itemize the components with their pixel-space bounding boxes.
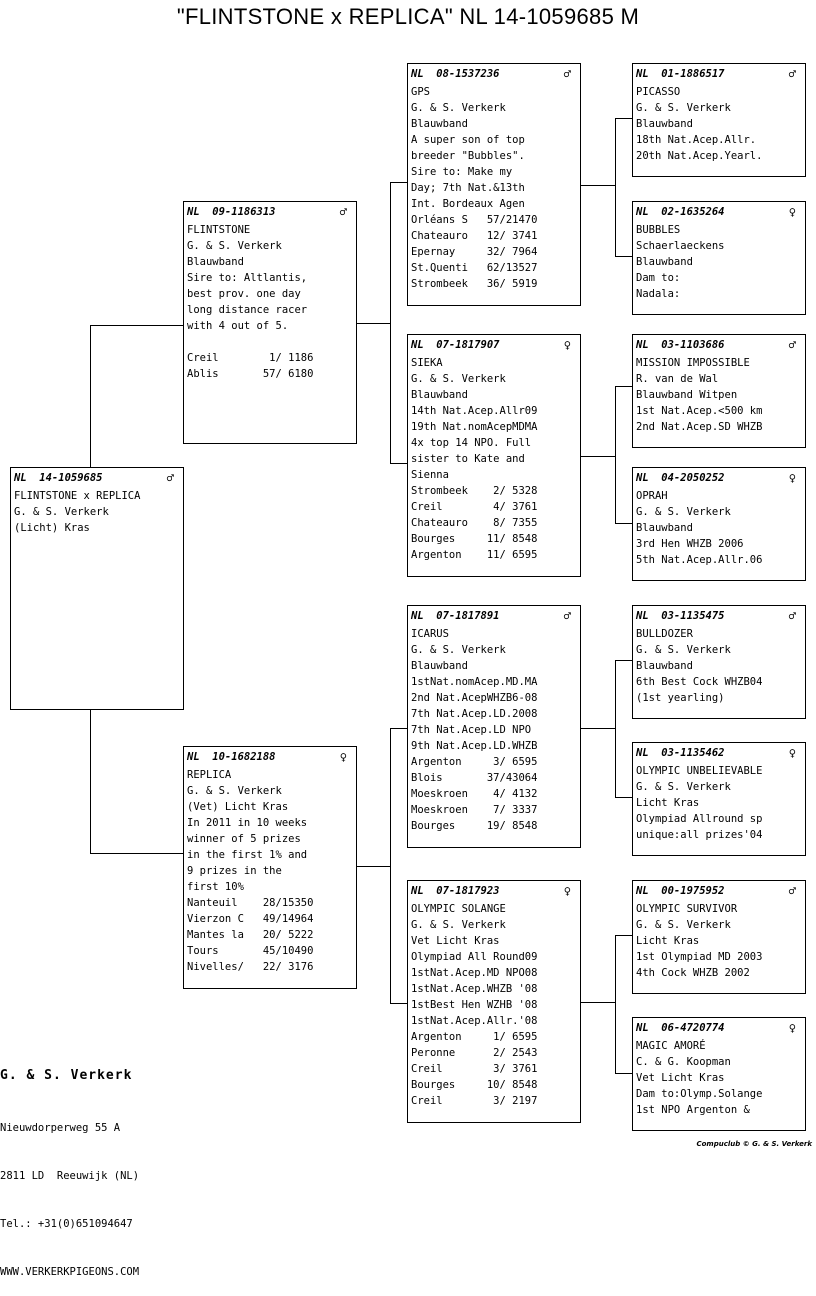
card-line: Dam to: [636, 272, 681, 284]
card-line: R. van de Wal [636, 373, 719, 385]
card-line: BUBBLES [636, 224, 681, 236]
card-line: 1stBest Hen WZHB '08 [411, 999, 538, 1011]
card-line: (Licht) Kras [14, 522, 90, 534]
connector [390, 728, 407, 729]
card-line: In 2011 in 10 weeks [187, 817, 308, 829]
card-line: Blauwband [636, 660, 693, 672]
owner-address: Nieuwdorperweg 55 A [0, 1122, 121, 1134]
card-line: MAGIC AMORÉ [636, 1040, 706, 1052]
card-line: Licht Kras [636, 935, 700, 947]
ddd-card[interactable] [632, 1017, 806, 1131]
card-line: Bourges 11/ 8548 [411, 533, 538, 545]
card-line: PICASSO [636, 86, 681, 98]
ring-text: NL 10-1682188 [187, 751, 276, 763]
card-line: OLYMPIC SURVIVOR [636, 903, 738, 915]
ring-number [636, 1020, 802, 1036]
card-line: 9th Nat.Acep.LD.WHZB [411, 740, 538, 752]
sss-card[interactable] [632, 63, 806, 177]
card-line: 1st Olympiad MD 2003 [636, 951, 763, 963]
ring-text: NL 14-1059685 [14, 472, 103, 484]
card-line: Creil 3/ 2197 [411, 1095, 538, 1107]
connector [90, 325, 183, 326]
dsd-card[interactable] [632, 742, 806, 856]
card-line: 1stNat.Acep.Allr.'08 [411, 1015, 538, 1027]
ring-text: NL 09-1186313 [187, 206, 276, 218]
card-line: Nivelles/ 22/ 3176 [187, 961, 314, 973]
card-line: Licht Kras [636, 797, 700, 809]
card-line: Creil 1/ 1186 [187, 352, 314, 364]
ring-number [411, 337, 577, 353]
card-line: Argenton 11/ 6595 [411, 549, 538, 561]
card-line: 1stNat.Acep.WHZB '08 [411, 983, 538, 995]
ring-text: NL 03-1135462 [636, 747, 725, 759]
card-line: with 4 out of 5. [187, 320, 289, 332]
ring-text: NL 07-1817891 [411, 610, 500, 622]
card-line: 2nd Nat.AcepWHZB6-08 [411, 692, 538, 704]
card-line: 3rd Hen WHZB 2006 [636, 538, 744, 550]
ring-text: NL 07-1817923 [411, 885, 500, 897]
card-line: sister to Kate and [411, 453, 525, 465]
card-line: Day; 7th Nat.&13th [411, 182, 525, 194]
ring-number [187, 749, 353, 765]
card-line: Creil 3/ 3761 [411, 1063, 538, 1075]
ring-number [636, 470, 802, 486]
connector [90, 853, 183, 854]
card-line: Tours 45/10490 [187, 945, 314, 957]
page-title: "FLINTSTONE x REPLICA" NL 14-1059685 M [176, 4, 640, 29]
card-line: Vet Licht Kras [411, 935, 500, 947]
ring-text: NL 07-1817907 [411, 339, 500, 351]
dam-dam-card[interactable] [407, 880, 581, 1123]
male-icon: ♂ [166, 471, 174, 485]
connector [390, 182, 391, 463]
ring-number [636, 337, 802, 353]
card-line: Argenton 1/ 6595 [411, 1031, 538, 1043]
sire-dam-card[interactable] [407, 334, 581, 577]
card-line: Chateauro 12/ 3741 [411, 230, 538, 242]
ring-text: NL 03-1103686 [636, 339, 725, 351]
card-line: 7th Nat.Acep.LD.2008 [411, 708, 538, 720]
card-line: G. & S. Verkerk [636, 644, 731, 656]
owner-block [0, 1036, 139, 1296]
card-line: Orléans S 57/21470 [411, 214, 538, 226]
sds-card[interactable] [632, 334, 806, 448]
connector [390, 1003, 407, 1004]
card-line: MISSION IMPOSSIBLE [636, 357, 750, 369]
connector [615, 118, 616, 256]
card-line: C. & G. Koopman [636, 1056, 731, 1068]
connector [615, 1073, 632, 1074]
ring-number [636, 745, 802, 761]
card-line: Sire to: Make my [411, 166, 513, 178]
card-line: A super son of top [411, 134, 525, 146]
card-line: G. & S. Verkerk [411, 644, 506, 656]
connector [615, 797, 632, 798]
female-icon: ♀ [563, 338, 571, 352]
card-line: Blauwband [411, 118, 468, 130]
connector [580, 456, 616, 457]
ring-number [636, 66, 802, 82]
ring-text: NL 08-1537236 [411, 68, 500, 80]
ring-number [14, 470, 180, 486]
ring-text: NL 04-2050252 [636, 472, 725, 484]
card-line: 14th Nat.Acep.Allr09 [411, 405, 538, 417]
card-line: G. & S. Verkerk [636, 102, 731, 114]
card-line: Sire to: Altlantis, [187, 272, 308, 284]
card-line: 4th Cock WHZB 2002 [636, 967, 750, 979]
card-line: Blois 37/43064 [411, 772, 538, 784]
card-line: 20th Nat.Acep.Yearl. [636, 150, 763, 162]
card-line: Peronne 2/ 2543 [411, 1047, 538, 1059]
ring-number [411, 66, 577, 82]
card-line: ICARUS [411, 628, 449, 640]
female-icon: ♀ [788, 471, 796, 485]
connector [90, 709, 91, 853]
card-line: (Vet) Licht Kras [187, 801, 289, 813]
card-line: Schaerlaeckens [636, 240, 725, 252]
card-line: 19th Nat.nomAcepMDMA [411, 421, 538, 433]
connector [615, 935, 616, 1073]
female-icon: ♀ [788, 746, 796, 760]
male-icon: ♂ [339, 205, 347, 219]
ring-number [411, 608, 577, 624]
card-line: 4x top 14 NPO. Full [411, 437, 532, 449]
card-line: G. & S. Verkerk [187, 785, 282, 797]
card-line: 1stNat.Acep.MD NPO08 [411, 967, 538, 979]
card-line: Blauwband [636, 522, 693, 534]
card-line: 1st NPO Argenton & [636, 1104, 750, 1116]
male-icon: ♂ [788, 338, 796, 352]
ring-number [636, 204, 802, 220]
ring-text: NL 03-1135475 [636, 610, 725, 622]
card-line: in the first 1% and [187, 849, 308, 861]
card-line: GPS [411, 86, 430, 98]
male-icon: ♂ [788, 884, 796, 898]
ring-number [187, 204, 353, 220]
connector [580, 728, 616, 729]
connector [356, 866, 391, 867]
card-line: 9 prizes in the [187, 865, 282, 877]
card-line: G. & S. Verkerk [411, 102, 506, 114]
card-line: Blauwband [636, 118, 693, 130]
card-line: (1st yearling) [636, 692, 725, 704]
card-line: Chateauro 8/ 7355 [411, 517, 538, 529]
card-line: FLINTSTONE x REPLICA [14, 490, 141, 502]
connector [580, 185, 616, 186]
female-icon: ♀ [788, 205, 796, 219]
dss-card[interactable] [632, 605, 806, 719]
card-line: FLINTSTONE [187, 224, 251, 236]
connector [390, 463, 407, 464]
ring-text: NL 00-1975952 [636, 885, 725, 897]
card-line: 1st Nat.Acep.<500 km [636, 405, 763, 417]
card-line: Creil 4/ 3761 [411, 501, 538, 513]
card-line: Mantes la 20/ 5222 [187, 929, 314, 941]
card-line: OPRAH [636, 490, 668, 502]
connector [390, 182, 407, 183]
ring-number [636, 608, 802, 624]
card-line: Strombeek 36/ 5919 [411, 278, 538, 290]
card-line: Int. Bordeaux Agen [411, 198, 525, 210]
card-line: unique:all prizes'04 [636, 829, 763, 841]
card-line: G. & S. Verkerk [14, 506, 109, 518]
card-line: Vierzon C 49/14964 [187, 913, 314, 925]
connector [615, 256, 632, 257]
ring-number [411, 883, 577, 899]
male-icon: ♂ [788, 609, 796, 623]
card-line: G. & S. Verkerk [187, 240, 282, 252]
male-icon: ♂ [788, 67, 796, 81]
owner-name: G. & S. Verkerk [0, 1068, 133, 1083]
connector [615, 660, 616, 797]
card-line: G. & S. Verkerk [411, 373, 506, 385]
card-line: Dam to:Olymp.Solange [636, 1088, 763, 1100]
card-line: 5th Nat.Acep.Allr.06 [636, 554, 763, 566]
male-icon: ♂ [563, 609, 571, 623]
card-line: Olympiad All Round09 [411, 951, 538, 963]
card-line: OLYMPIC SOLANGE [411, 903, 506, 915]
card-line: 18th Nat.Acep.Allr. [636, 134, 757, 146]
card-line: REPLICA [187, 769, 232, 781]
dam-card[interactable] [183, 746, 357, 989]
card-line: Nanteuil 28/15350 [187, 897, 314, 909]
card-line: Blauwband [411, 389, 468, 401]
connector [580, 1002, 616, 1003]
ring-number [636, 883, 802, 899]
owner-phone: Tel.: +31(0)651094647 [0, 1218, 133, 1230]
footer-credit: Compuclub © G. & S. Verkerk [696, 1140, 812, 1148]
connector [390, 728, 391, 1003]
card-line [187, 334, 353, 350]
card-line: Nadala: [636, 288, 681, 300]
sire-card[interactable] [183, 201, 357, 444]
card-line: Blauwband [187, 256, 244, 268]
card-line: BULLDOZER [636, 628, 693, 640]
female-icon: ♀ [339, 750, 347, 764]
card-line: Moeskroen 7/ 3337 [411, 804, 538, 816]
card-line: SIEKA [411, 357, 443, 369]
card-line: Strombeek 2/ 5328 [411, 485, 538, 497]
dds-card[interactable] [632, 880, 806, 994]
ring-text: NL 02-1635264 [636, 206, 725, 218]
card-line: Bourges 19/ 8548 [411, 820, 538, 832]
card-line: G. & S. Verkerk [411, 919, 506, 931]
connector [615, 386, 632, 387]
card-line: best prov. one day [187, 288, 301, 300]
card-line: G. & S. Verkerk [636, 781, 731, 793]
connector [615, 118, 632, 119]
card-line: winner of 5 prizes [187, 833, 301, 845]
card-line: Moeskroen 4/ 4132 [411, 788, 538, 800]
subject-card[interactable] [10, 467, 184, 710]
card-line: Argenton 3/ 6595 [411, 756, 538, 768]
connector [615, 660, 632, 661]
card-line: Epernay 32/ 7964 [411, 246, 538, 258]
card-line: Blauwband Witpen [636, 389, 738, 401]
sire-sire-card[interactable] [407, 63, 581, 306]
card-line: Vet Licht Kras [636, 1072, 725, 1084]
sdd-card[interactable] [632, 467, 806, 581]
card-line: Sienna [411, 469, 449, 481]
card-line: Ablis 57/ 6180 [187, 368, 314, 380]
owner-website[interactable]: WWW.VERKERKPIGEONS.COM [0, 1266, 140, 1278]
card-line: Bourges 10/ 8548 [411, 1079, 538, 1091]
card-line: G. & S. Verkerk [636, 506, 731, 518]
ssd-card[interactable] [632, 201, 806, 315]
card-line: Olympiad Allround sp [636, 813, 763, 825]
connector [615, 523, 632, 524]
card-line: 1stNat.nomAcep.MD.MA [411, 676, 538, 688]
card-line: Blauwband [636, 256, 693, 268]
card-line: 2nd Nat.Acep.SD WHZB [636, 421, 763, 433]
female-icon: ♀ [788, 1021, 796, 1035]
ring-text: NL 01-1886517 [636, 68, 725, 80]
connector [90, 325, 91, 468]
connector [615, 386, 616, 523]
male-icon: ♂ [563, 67, 571, 81]
connector [356, 323, 391, 324]
card-line: Blauwband [411, 660, 468, 672]
female-icon: ♀ [563, 884, 571, 898]
dam-sire-card[interactable] [407, 605, 581, 848]
connector [615, 935, 632, 936]
owner-city: 2811 LD Reeuwijk (NL) [0, 1170, 140, 1182]
card-line: G. & S. Verkerk [636, 919, 731, 931]
card-line: OLYMPIC UNBELIEVABLE [636, 765, 763, 777]
card-line: long distance racer [187, 304, 308, 316]
card-line: 6th Best Cock WHZB04 [636, 676, 763, 688]
card-line: breeder "Bubbles". [411, 150, 525, 162]
card-line: 7th Nat.Acep.LD NPO [411, 724, 532, 736]
ring-text: NL 06-4720774 [636, 1022, 725, 1034]
card-line: St.Quenti 62/13527 [411, 262, 538, 274]
card-line: first 10% [187, 881, 244, 893]
